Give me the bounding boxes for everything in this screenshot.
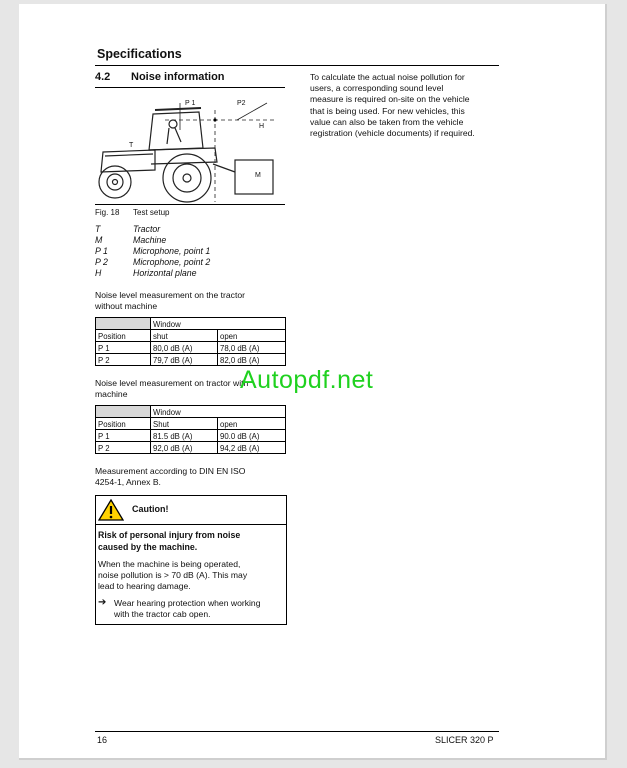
figure-bottom-rule <box>95 204 285 205</box>
table1-intro-line: Noise level measurement on the tractor <box>95 290 245 300</box>
table-cell: 90.0 dB (A) <box>218 430 286 442</box>
legend-value: Horizontal plane <box>133 268 197 278</box>
paragraph-line: registration (vehicle documents) if required. <box>310 128 475 139</box>
document-page <box>19 4 607 760</box>
paragraph-line: users, a corresponding sound level <box>310 83 444 94</box>
legend-key: P 1 <box>95 246 108 256</box>
table-cell: 80,0 dB (A) <box>151 342 218 354</box>
caution-title: Caution! <box>132 504 169 514</box>
table-cell: 82,0 dB (A) <box>218 354 286 366</box>
legend-value: Machine <box>133 235 167 245</box>
figure-label-t: T <box>129 142 134 149</box>
table-row <box>96 442 286 454</box>
table-row <box>96 318 286 330</box>
table-header: shut <box>151 330 218 342</box>
table-cell: P 2 <box>96 442 151 454</box>
paragraph-line: value can also be taken from the vehicle <box>310 116 464 127</box>
measurement-note <box>95 466 245 488</box>
table-cell: P 2 <box>96 354 151 366</box>
legend-value: Microphone, point 2 <box>133 257 211 267</box>
table2-intro-line: machine <box>95 389 128 400</box>
paragraph-line: measure is required on-site on the vehicle <box>310 94 470 105</box>
caution-action <box>114 598 261 620</box>
table-cell: 94,2 dB (A) <box>218 442 286 454</box>
figure-label-p1: P 1 <box>185 100 196 107</box>
legend-value: Tractor <box>133 224 161 234</box>
table-row <box>96 418 286 430</box>
noise-table-without-machine <box>95 317 286 366</box>
measurement-line: Measurement according to DIN EN ISO <box>95 466 246 476</box>
paragraph-line: To calculate the actual noise pollution for <box>310 72 465 82</box>
table-cell: 79,7 dB (A) <box>151 354 218 366</box>
table-cell: P 1 <box>96 342 151 354</box>
caution-risk <box>98 530 240 553</box>
watermark: Autopdf.net <box>240 366 374 394</box>
legend-key: P 2 <box>95 257 108 267</box>
table-row <box>96 342 286 354</box>
legend-key: H <box>95 268 102 278</box>
table1-intro <box>95 290 245 312</box>
caution-risk-line: caused by the machine. <box>98 541 198 552</box>
caution-body-line: When the machine is being operated, <box>98 559 241 569</box>
table-group-header: Window <box>151 318 286 330</box>
measurement-line: 4254-1, Annex B. <box>95 477 161 488</box>
noise-table-with-machine <box>95 405 286 454</box>
caution-body-line: noise pollution is > 70 dB (A). This may <box>98 570 248 581</box>
caution-action-line: with the tractor cab open. <box>114 609 211 620</box>
table1-intro-line: without machine <box>95 301 158 312</box>
caution-header <box>96 496 286 525</box>
table-cell: P 1 <box>96 430 151 442</box>
table2-intro-line: Noise level measurement on tractor with <box>95 378 249 388</box>
table-cell: 92,0 dB (A) <box>151 442 218 454</box>
page-header-title: Specifications <box>97 47 182 61</box>
section-title: Noise information <box>131 71 225 83</box>
figure-caption-text: Test setup <box>133 208 170 217</box>
legend-value: Microphone, point 1 <box>133 246 211 256</box>
table-cell: 81.5 dB (A) <box>151 430 218 442</box>
tractor-illustration <box>95 90 285 204</box>
page-number: 16 <box>97 735 108 745</box>
caution-action-line: Wear hearing protection when working <box>114 598 261 608</box>
right-column-text <box>310 72 475 139</box>
footer-rule <box>95 731 499 732</box>
table-header: open <box>218 330 286 342</box>
table2-intro <box>95 378 248 400</box>
table-cell: 78,0 dB (A) <box>218 342 286 354</box>
test-setup-figure <box>95 90 285 204</box>
legend-key: M <box>95 235 103 245</box>
table-row <box>96 330 286 342</box>
table-header: Position <box>96 330 151 342</box>
product-name: SLICER 320 P <box>435 735 494 745</box>
figure-label-h: H <box>259 123 265 130</box>
caution-body-line: lead to hearing damage. <box>98 581 191 592</box>
table-row <box>96 354 286 366</box>
caution-body <box>98 559 247 593</box>
table-cell <box>96 318 151 330</box>
table-cell <box>96 406 151 418</box>
figure-label-p2: P2 <box>237 100 246 107</box>
table-header: open <box>218 418 286 430</box>
header-rule <box>95 65 499 66</box>
arrow-right-icon: ➔ <box>98 597 107 608</box>
legend-key: T <box>95 224 101 234</box>
warning-triangle-icon <box>98 499 124 521</box>
paragraph-line: that is being used. For new vehicles, this <box>310 105 465 116</box>
caution-box <box>95 495 287 625</box>
table-group-header: Window <box>151 406 286 418</box>
table-header: Position <box>96 418 151 430</box>
caution-risk-line: Risk of personal injury from noise <box>98 530 241 540</box>
table-header: Shut <box>151 418 218 430</box>
section-number: 4.2 <box>95 71 111 83</box>
section-rule <box>95 87 285 88</box>
table-row <box>96 430 286 442</box>
table-row <box>96 406 286 418</box>
figure-caption-number: Fig. 18 <box>95 208 120 217</box>
figure-label-m: M <box>255 172 261 179</box>
